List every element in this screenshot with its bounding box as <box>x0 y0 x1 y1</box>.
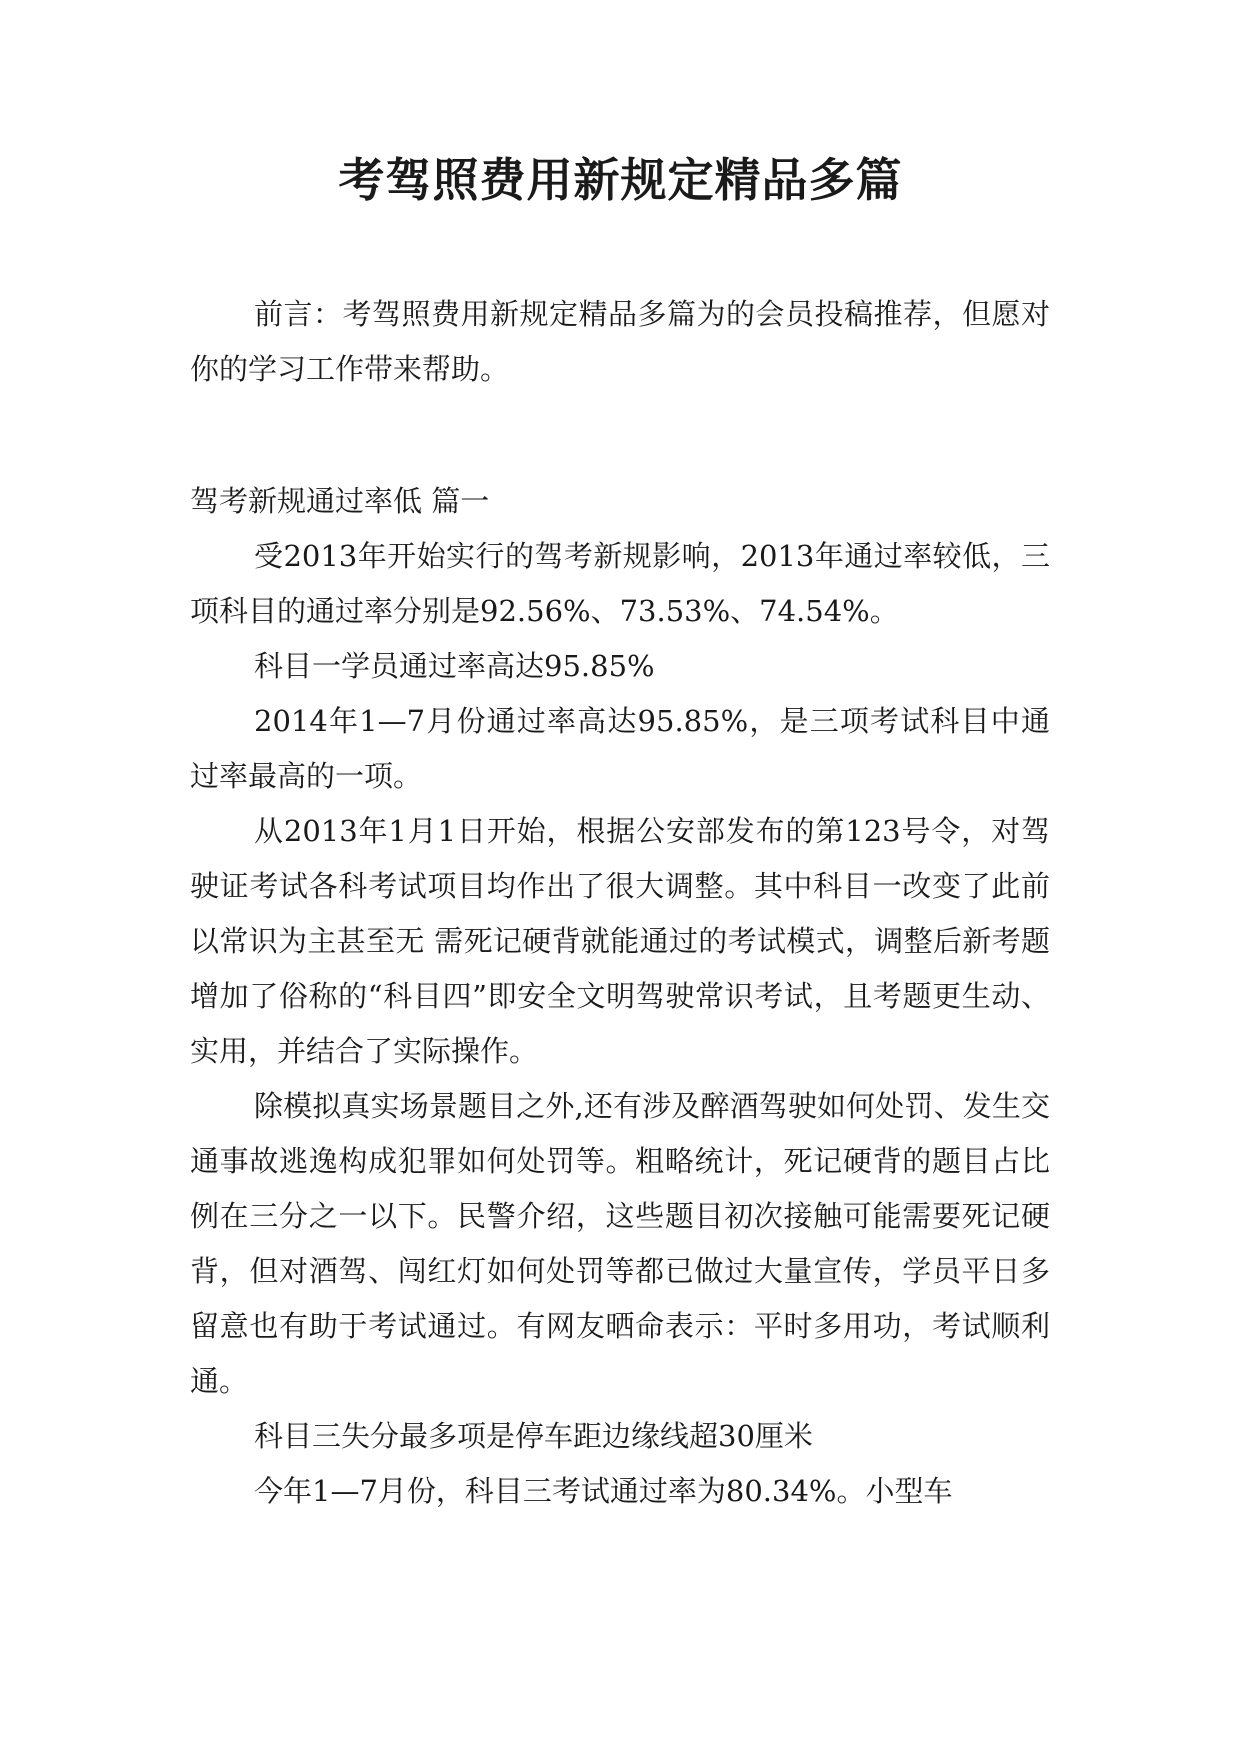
document-title: 考驾照费用新规定精品多篇 <box>338 153 903 207</box>
body-paragraph: 今年1—7月份，科目三考试通过率为80.34%。小型车 <box>254 1474 953 1508</box>
body-paragraph: 除模拟真实场景题目之外,还有涉及醉酒驾驶如何处罚、发生交通事故逃逸构成犯罪如何处罚等。粗略统计，死记硬背的题目占比例在三分之一以下。民警介绍，这些题目初次接触可能需要死记硬背，但对酒驾、闯红灯如何处罚等都已做过大量宣传，学员平日多留意也有助于考试通过。有网友晒命表示：平时多用功，考试顺利通。 <box>190 1089 1050 1398</box>
body-paragraph: 受2013年开始实行的驾考新规影响，2013年通过率较低，三项科目的通过率分别是92.56%、73.53%、74.54%。 <box>190 539 1050 628</box>
preface-paragraph: 前言：考驾照费用新规定精品多篇为的会员投稿推荐，但愿对你的学习工作带来帮助。 <box>190 297 1050 386</box>
document-body <box>190 287 1050 1519</box>
section-heading: 驾考新规通过率低 篇一 <box>190 484 490 518</box>
body-paragraph: 科目一学员通过率高达95.85% <box>254 649 655 683</box>
body-paragraph: 科目三失分最多项是停车距边缘线超30厘米 <box>254 1419 813 1453</box>
body-paragraph: 从2013年1月1日开始，根据公安部发布的第123号令，对驾驶证考试各科考试项目均作出了很大调整。其中科目一改变了此前以常识为主甚至无 需死记硬背就能通过的考试模式，调整后新考题增加了俗称的“科目四”即安全文明驾驶常识考试，且考题更生动、实用，并结合了实际操作。 <box>190 814 1050 1068</box>
body-paragraph: 2014年1—7月份通过率高达95.85%，是三项考试科目中通过率最高的一项。 <box>190 704 1050 793</box>
